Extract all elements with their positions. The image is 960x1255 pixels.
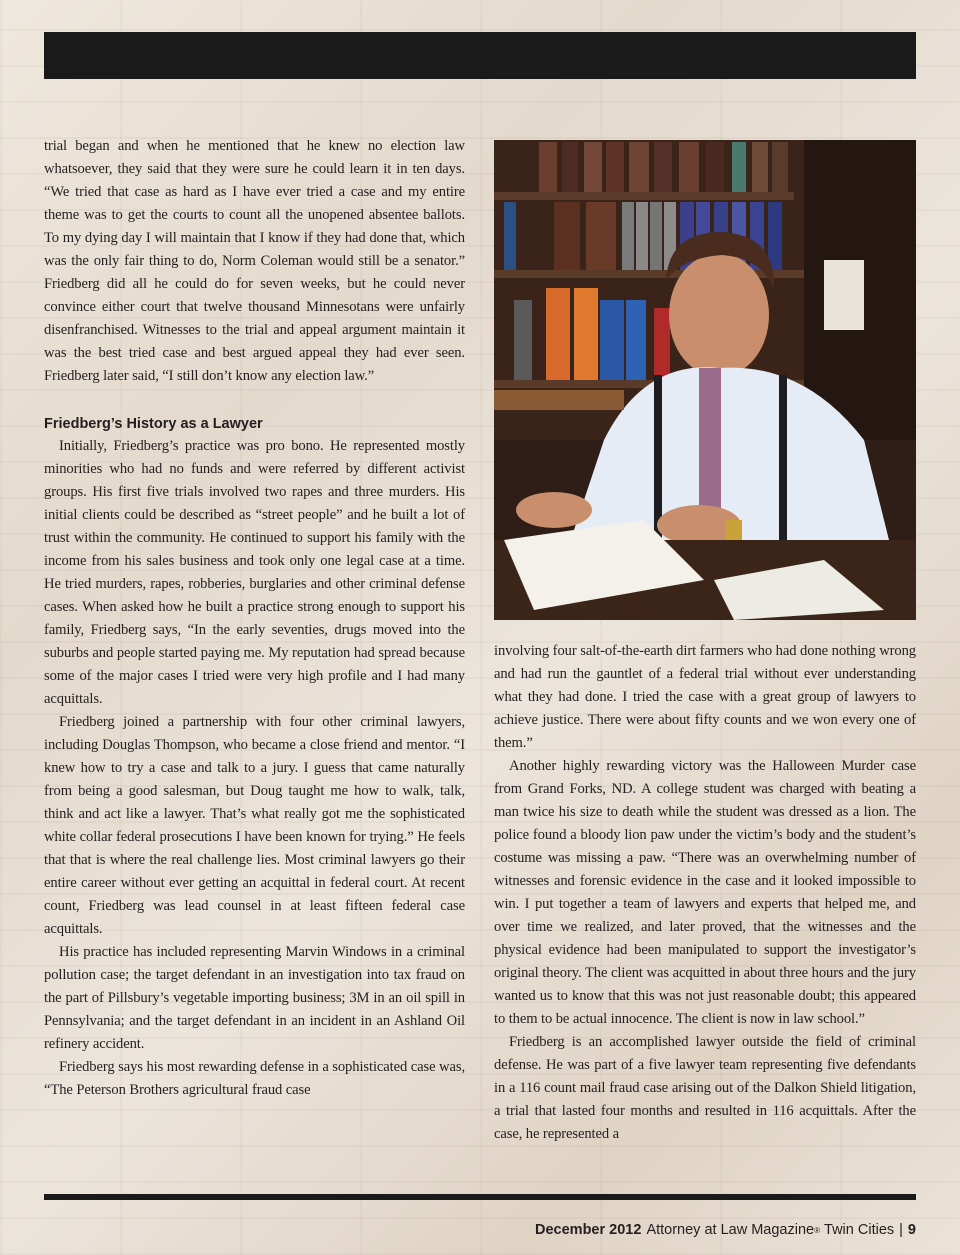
- magazine-name: Attorney at Law Magazine: [646, 1222, 815, 1238]
- footer-rule: [44, 1194, 916, 1200]
- issue-date: December 2012: [535, 1222, 642, 1238]
- left-column: [44, 135, 465, 1102]
- registered-mark: ®: [814, 1225, 820, 1235]
- article-photo: [494, 140, 916, 620]
- section-heading: Friedberg’s History as a Lawyer: [44, 416, 263, 432]
- page-number: 9: [907, 1222, 916, 1238]
- header-bar: [44, 32, 916, 79]
- lawyer-at-desk-illustration: [494, 140, 916, 620]
- paragraph: trial began and when he mentioned that he knew no election law whatsoever, they said that they were sure he could learn it in ten days. “We tried that case as hard as I have ever tried a case and my entire theme was to get the courts to count all the unopened absentee ballots. To my dying day I will maintain that I know if they had done that, which was the only fair thing to do, Norm Coleman would still be a senator.” Friedberg did all he could do for seven weeks, but he could never convince either court that twelve thousand Minnesotans were unfairly disenfranchised. Witnesses to the trial and appeal argument maintain it was the best tried case and best argued appeal they had ever seen. Friedberg later said, “I still don’t know any election law.”: [44, 138, 465, 384]
- paragraph: involving four salt-of-the-earth dirt farmers who had done nothing wrong and had run the gauntlet of a federal trial without ever understanding what they had done. I tried the case with a great group of lawyers to achieve justice. There were about fifty counts and we won every one of them.”: [494, 643, 916, 751]
- paragraph: Friedberg says his most rewarding defense in a sophisticated case was, “The Peterson Brothers agricultural fraud case: [44, 1059, 465, 1098]
- paragraph: Friedberg joined a partnership with four other criminal lawyers, including Douglas Thompson, who became a close friend and mentor. “I knew how to try a case and talk to a jury. I guess that came naturally from being a good salesman, but Doug taught me how to walk, talk, think and act like a lawyer. That’s what really got me the sophisticated white collar federal prosecutions I have been known for trying.” He feels that that is where the real challenge lies. Most criminal lawyers go their entire career without ever getting an acquittal in federal court. At recent count, Friedberg was lead counsel in at least fifteen federal case acquittals.: [44, 714, 465, 937]
- paragraph: Another highly rewarding victory was the Halloween Murder case from Grand Forks, ND. A college student was charged with beating a man twice his size to death while the student was dressed as a lion. The police found a bloody lion paw under the victim’s body and the student’s costume was missing a paw. “There was an overwhelming number of witnesses and forensic evidence in the case and it looked impossible to win. I put together a team of lawyers and experts that helped me, and over time we realized, and later proved, that the witnesses and the physical evidence had been manipulated to support the investigator’s original theory. The client was acquitted in about three hours and the jury wanted us to know that this was not just reasonable doubt; this appeared to them to be actual innocence. The client is now in law school.”: [494, 758, 916, 1027]
- right-column: [494, 640, 916, 1146]
- footer-separator: |: [899, 1222, 903, 1238]
- paragraph: His practice has included representing Marvin Windows in a criminal pollution case; the target defendant in an investigation into tax fraud on the part of Pillsbury’s vegetable importing business; 3M in an oil spill in Pennsylvania; and the target defendant in an incident in an Ashland Oil refinery accident.: [44, 944, 465, 1052]
- paragraph: Initially, Friedberg’s practice was pro bono. He represented mostly minorities who had no funds and were referred by different activist groups. His first five trials involved two rapes and three murders. His initial clients could be described as “street people” and he built a lot of trust within the community. He continued to support his family with the income from his sales business and took only one legal case at a time. He tried murders, rapes, robberies, burglaries and other criminal defense cases. When asked how he built a practice strong enough to support his family, Friedberg says, “In the early seventies, drugs moved into the suburbs and people started paying me. My reputation had spread because some of the major cases I tried were very high profile and I had many acquittals.: [44, 438, 465, 707]
- page-footer: [535, 1219, 916, 1241]
- paragraph: Friedberg is an accomplished lawyer outside the field of criminal defense. He was part of a five lawyer team representing five defendants in a 116 count mail fraud case arising out of the Dalkon Shield litigation, a trial that lasted four months and resulted in 116 acquittals. After the case, he represented a: [494, 1034, 916, 1142]
- edition-name: Twin Cities: [824, 1222, 895, 1238]
